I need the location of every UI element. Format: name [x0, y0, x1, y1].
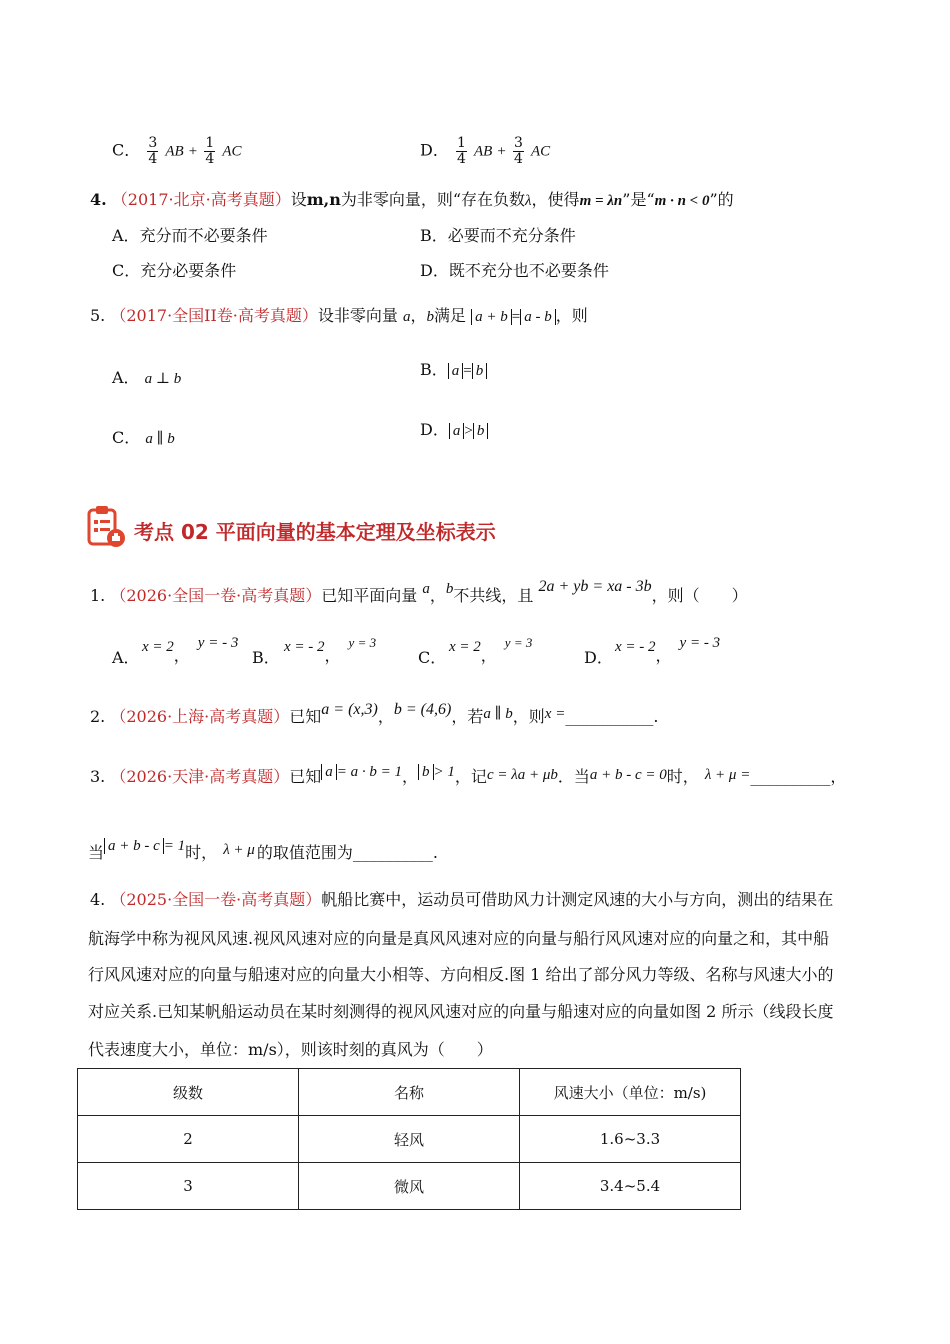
question-4-line2: 航海学中称为视风风速.视风风速对应的向量是真风风速对应的向量与船行风风速对应的向量之和，其中船 — [88, 929, 830, 948]
abs-sum: a + b — [471, 309, 512, 325]
question-source: （2026·全国一卷·高考真题） — [110, 586, 322, 605]
table-cell: 2 — [78, 1116, 299, 1163]
table-cell: 3 — [78, 1163, 299, 1210]
fraction: $\frac{1}{4}$ — [205, 135, 215, 167]
question-2: 2. （2026·上海·高考真题）已知a = (x,3)，b = (4,6)，若a ∥ b，则x =___________. — [90, 701, 659, 726]
table-header-cell: 名称 — [299, 1069, 520, 1116]
table-cell: 1.6~3.3 — [520, 1116, 741, 1163]
answer-blank-1: __________ — [750, 767, 831, 786]
question-5-2017: 5. （2017·全国II卷·高考真题）设非零向量 a，b满足 a + b = a - b ，则 — [90, 306, 588, 325]
table-header-row — [78, 1069, 741, 1116]
option-a: A．充分而不必要条件 — [112, 226, 268, 245]
option-a: A． — [112, 648, 140, 667]
question-number: 5. — [90, 306, 106, 325]
table-cell: 轻风 — [299, 1116, 520, 1163]
vector-ac: AC — [530, 143, 551, 160]
table-header-cell: 级数 — [78, 1069, 299, 1116]
question-4-line4: 对应关系.已知某帆船运动员在某时刻测得的视风风速对应的向量与船速对应的向量如图 2 所示（线段长度 — [88, 1002, 834, 1021]
question-source: （2025·全国一卷·高考真题） — [110, 890, 322, 909]
question-number: 4. — [90, 190, 107, 209]
question-4-2017: 4. （2017·北京·高考真题）设m,n为非零向量，则“存在负数λ，使得m = λn”是“m · n < 0”的 — [90, 190, 734, 209]
question-4-line5: 代表速度大小，单位：m/s），则该时刻的真风为（ ） — [88, 1040, 493, 1059]
option-c-top: C． $\frac{3}{4}$ AB + $\frac{1}{4}$ AC — [112, 135, 242, 167]
answer-blank: ___________ — [565, 707, 654, 726]
question-3-line2: 当 a + b - c = 1时， λ + μ 的取值范围为__________. — [88, 838, 438, 862]
answer-blank-2: __________ — [352, 843, 433, 862]
option-b: B．必要而不充分条件 — [420, 226, 576, 245]
wind-scale-table — [77, 1068, 741, 1210]
option-d: D． a > b — [420, 417, 488, 440]
option-label: D． — [420, 140, 449, 160]
option-d: D．既不充分也不必要条件 — [420, 261, 609, 280]
question-source: （2026·上海·高考真题） — [110, 707, 290, 726]
question-number: 3. — [90, 767, 106, 786]
option-a: A． a ⊥ b — [112, 368, 182, 387]
option-c: C． a ∥ b — [112, 428, 175, 447]
option-c: C． — [418, 648, 447, 667]
question-source: （2026·天津·高考真题） — [110, 767, 290, 786]
fraction: $\frac{1}{4}$ — [456, 135, 466, 167]
option-label: C． — [112, 140, 141, 160]
table-row — [78, 1163, 741, 1210]
section-title: 考点 02 平面向量的基本定理及坐标表示 — [134, 520, 496, 544]
option-d: D． — [584, 648, 613, 667]
vector-ab: AB — [473, 143, 493, 160]
option-c: C．充分必要条件 — [112, 261, 237, 280]
vars-mn: m,n — [306, 190, 341, 209]
vector-ab: AB — [165, 143, 184, 160]
fraction: $\frac{3}{4}$ — [148, 135, 158, 167]
table-cell: 3.4~5.4 — [520, 1163, 741, 1210]
question-number: 1. — [90, 586, 106, 605]
table-cell: 微风 — [299, 1163, 520, 1210]
question-4: 4. （2025·全国一卷·高考真题）帆船比赛中，运动员可借助风力计测定风速的大小与方向，测出的结果在 — [90, 890, 834, 909]
option-b: B． a = b — [420, 357, 487, 380]
option-d-top: D． $\frac{1}{4}$ AB + $\frac{3}{4}$ AC — [420, 135, 551, 167]
fraction: $\frac{3}{4}$ — [513, 135, 523, 167]
question-source: （2017·全国II卷·高考真题） — [110, 306, 318, 325]
option-b: B． — [252, 648, 280, 667]
equation: 2a + yb = xa - 3b — [538, 578, 652, 595]
table-header-cell: 风速大小（单位：m/s) — [520, 1069, 741, 1116]
question-3: 3. （2026·天津·高考真题）已知 a = a · b = 1， b > 1，记c = λa + μb．当a + b - c = 0时， λ + μ =__________， — [90, 764, 847, 786]
section-icon — [86, 505, 128, 553]
table-row — [78, 1116, 741, 1163]
question-number: 4. — [90, 890, 106, 909]
question-4-line3: 行风风速对应的向量与船速对应的向量大小相等、方向相反.图 1 给出了部分风力等级、名称与风速大小的 — [88, 965, 834, 984]
question-source: （2017·北京·高考真题） — [111, 190, 291, 209]
question-number: 2. — [90, 707, 106, 726]
question-1: 1. （2026·全国一卷·高考真题）已知平面向量 a，b不共线，且 2a + yb = xa - 3b，则（ ） — [90, 578, 748, 605]
condition-1: m = λn — [579, 193, 623, 209]
abs-diff: a - b — [520, 309, 556, 325]
condition-2: m · n < 0 — [654, 193, 710, 209]
vector-ac: AC — [222, 143, 242, 160]
